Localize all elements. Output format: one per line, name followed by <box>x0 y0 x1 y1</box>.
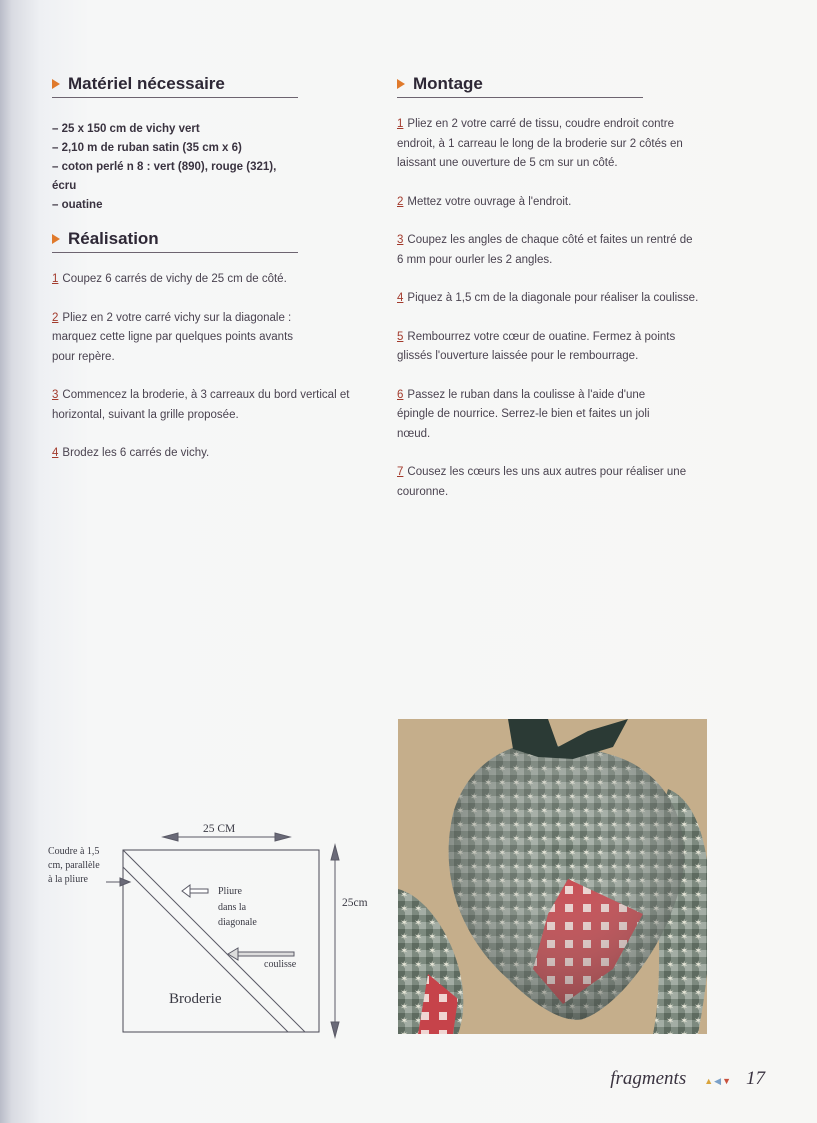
arrow-head <box>182 885 190 897</box>
step-number: 7 <box>397 466 404 478</box>
step-text: Coupez 6 carrés de vichy de 25 cm de côté. <box>62 273 287 285</box>
coulisse-label: coulisse <box>264 959 297 970</box>
step-number: 4 <box>52 447 59 459</box>
coudre-label-line2: cm, parallèle <box>48 860 100 871</box>
step-6 <box>397 386 682 445</box>
step-text: Brodez les 6 carrés de vichy. <box>62 447 210 459</box>
arrow-head <box>275 833 290 841</box>
broderie-label: Broderie <box>169 991 222 1007</box>
page-footer <box>610 1068 765 1090</box>
step-text: Commencez la broderie, à 3 carreaux du bord vertical et horizontal, suivant la grille proposée. <box>52 389 350 421</box>
step-text: Rembourrez votre cœur de ouatine. Fermez à points glissés l'ouverture laissée pour le rembourrage. <box>397 330 676 362</box>
realisation-heading <box>52 229 298 249</box>
arrow-head <box>163 833 178 841</box>
coudre-label-line3: à la pliure <box>48 874 88 885</box>
coudre-label-line1: Coudre à 1,5 <box>48 846 100 857</box>
step-text: Coupez les angles de chaque côté et faites un rentré de 6 mm pour ourler les 2 angles. <box>397 234 693 266</box>
brand-name: fragments <box>610 1068 687 1089</box>
step-number: 5 <box>397 330 404 343</box>
materiel-heading <box>52 74 298 94</box>
step-1 <box>397 115 701 174</box>
realisation-section <box>52 229 298 253</box>
materiel-title: Matériel nécessaire <box>68 74 225 93</box>
step-text: Pliez en 2 votre carré de tissu, coudre endroit contre endroit, à 1 carreau le long de la broderie sur 2 côtés en laissant une ouverture de 5 cm sur un côté. <box>397 118 683 169</box>
step-2 <box>397 193 701 213</box>
step-5 <box>397 328 701 367</box>
triangle-bullet-icon <box>52 79 60 89</box>
materiel-section <box>52 74 298 215</box>
step-7 <box>397 463 701 502</box>
step-number: 2 <box>52 311 59 324</box>
step-text: Mettez votre ouvrage à l'endroit. <box>407 195 572 208</box>
step-number: 1 <box>397 118 404 130</box>
triangle-marks-icon: ▲◀▼ <box>704 1076 732 1086</box>
step-text: Passez le ruban dans la coulisse à l'aide d'une épingle de nourrice. Serrez-le bien et faites un joli nœud. <box>397 388 650 440</box>
step-4 <box>52 444 362 464</box>
step-4 <box>397 289 701 309</box>
triangle-bullet-icon <box>397 79 405 89</box>
step-number: 4 <box>397 292 404 304</box>
arrow-head <box>120 878 130 886</box>
step-2 <box>52 309 317 368</box>
pliure-label-line3: diagonale <box>218 917 257 928</box>
heading-rule <box>52 252 298 253</box>
arrow-head <box>331 1022 339 1037</box>
montage-steps <box>397 115 701 502</box>
heading-rule <box>397 97 643 98</box>
step-text: Pliez en 2 votre carré vichy sur la diagonale : marquez cette ligne par quelques points avants pour repère. <box>52 311 294 363</box>
pliure-label-line2: dans la <box>218 902 247 913</box>
montage-heading <box>397 74 643 94</box>
pliure-arrow-body <box>188 889 208 893</box>
montage-section <box>397 74 643 98</box>
coulisse-arrow-body <box>236 952 294 956</box>
page-number: 17 <box>746 1068 765 1089</box>
step-number: 3 <box>397 234 404 246</box>
step-3 <box>397 231 701 270</box>
step-1 <box>52 270 362 290</box>
step-text: Piquez à 1,5 cm de la diagonale pour réaliser la coulisse. <box>407 292 699 304</box>
arrow-head <box>228 948 238 960</box>
pliure-label-line1: Pliure <box>218 886 242 897</box>
height-label: 25cm <box>342 897 368 909</box>
step-number: 2 <box>397 195 404 208</box>
montage-title: Montage <box>413 74 483 93</box>
sachet-photo <box>398 719 707 1034</box>
list-item: – ouatine <box>52 199 103 211</box>
list-item: – coton perlé n 8 : vert (890), rouge (321), écru <box>52 161 277 192</box>
realisation-title: Réalisation <box>68 229 159 248</box>
arrow-head <box>331 845 339 860</box>
width-label: 25 CM <box>203 823 236 835</box>
triangle-bullet-icon <box>52 234 60 244</box>
realisation-steps <box>52 270 362 464</box>
materiel-list <box>52 120 298 215</box>
pattern-diagram <box>40 812 390 1042</box>
step-number: 6 <box>397 388 404 401</box>
step-3 <box>52 386 362 425</box>
step-number: 3 <box>52 389 59 401</box>
list-item: – 25 x 150 cm de vichy vert <box>52 123 200 135</box>
step-text: Cousez les cœurs les uns aux autres pour réaliser une couronne. <box>397 466 687 498</box>
step-number: 1 <box>52 273 59 285</box>
heading-rule <box>52 97 298 98</box>
list-item: – 2,10 m de ruban satin (35 cm x 6) <box>52 142 242 154</box>
